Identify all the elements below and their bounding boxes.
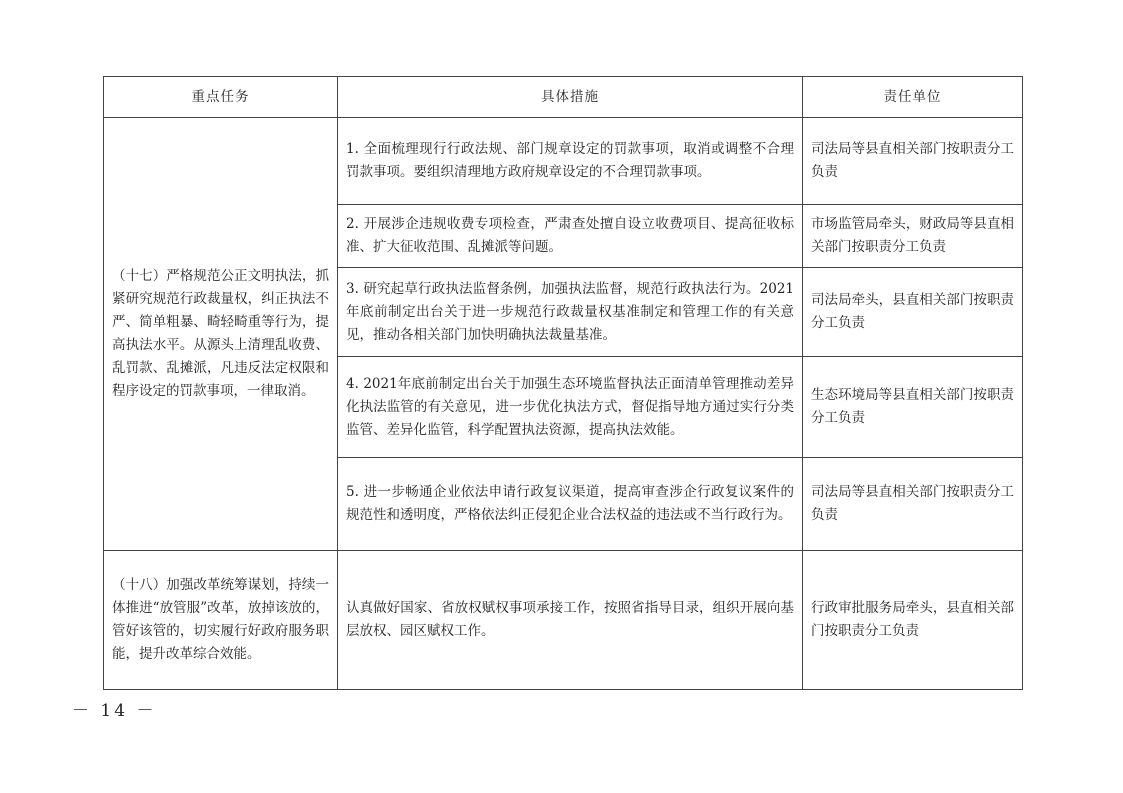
task-table bbox=[103, 76, 1023, 690]
unit-cell: 市场监管局牵头，财政局等县直相关部门按职责分工负责 bbox=[803, 205, 1023, 268]
measure-cell: 3. 研究起草行政执法监督条例，加强执法监督，规范行政执法行为。2021年底前制定出台关于进一步规范行政裁量权基准制定和管理工作的有关意见，推动各相关部门加快明确执法裁量基准。 bbox=[338, 268, 803, 357]
page-number: － 14 － bbox=[72, 701, 157, 721]
unit-cell: 司法局等县直相关部门按职责分工负责 bbox=[803, 458, 1023, 551]
measure-cell: 2. 开展涉企违规收费专项检查，严肃查处擅自设立收费项目、提高征收标准、扩大征收范围、乱摊派等问题。 bbox=[338, 205, 803, 268]
unit-cell: 生态环境局等县直相关部门按职责分工负责 bbox=[803, 357, 1023, 458]
table-row bbox=[104, 118, 1023, 205]
measure-cell: 认真做好国家、省放权赋权事项承接工作，按照省指导目录，组织开展向基层放权、园区赋权工作。 bbox=[338, 551, 803, 690]
header-key-task: 重点任务 bbox=[104, 77, 338, 118]
header-measures: 具体措施 bbox=[338, 77, 803, 118]
unit-cell: 司法局牵头，县直相关部门按职责分工负责 bbox=[803, 268, 1023, 357]
task-cell: （十七）严格规范公正文明执法，抓紧研究规范行政裁量权，纠正执法不严、简单粗暴、畸轻畸重等行为，提高执法水平。从源头上清理乱收费、乱罚款、乱摊派，凡违反法定权限和程序设定的罚款事项，一律取消。 bbox=[104, 118, 338, 551]
measure-cell: 1. 全面梳理现行行政法规、部门规章设定的罚款事项，取消或调整不合理罚款事项。要组织清理地方政府规章设定的不合理罚款事项。 bbox=[338, 118, 803, 205]
unit-cell: 司法局等县直相关部门按职责分工负责 bbox=[803, 118, 1023, 205]
task-cell: （十八）加强改革统筹谋划，持续一体推进“放管服”改革，放掉该放的，管好该管的，切实履行好政府服务职能，提升改革综合效能。 bbox=[104, 551, 338, 690]
measure-cell: 5. 进一步畅通企业依法申请行政复议渠道，提高审查涉企行政复议案件的规范性和透明度，严格依法纠正侵犯企业合法权益的违法或不当行政行为。 bbox=[338, 458, 803, 551]
measure-cell: 4. 2021年底前制定出台关于加强生态环境监督执法正面清单管理推动差异化执法监管的有关意见，进一步优化执法方式，督促指导地方通过实行分类监管、差异化监管，科学配置执法资源，提高执法效能。 bbox=[338, 357, 803, 458]
header-responsible-unit: 责任单位 bbox=[803, 77, 1023, 118]
table-row bbox=[104, 551, 1023, 690]
header-row bbox=[104, 77, 1023, 118]
unit-cell: 行政审批服务局牵头，县直相关部门按职责分工负责 bbox=[803, 551, 1023, 690]
